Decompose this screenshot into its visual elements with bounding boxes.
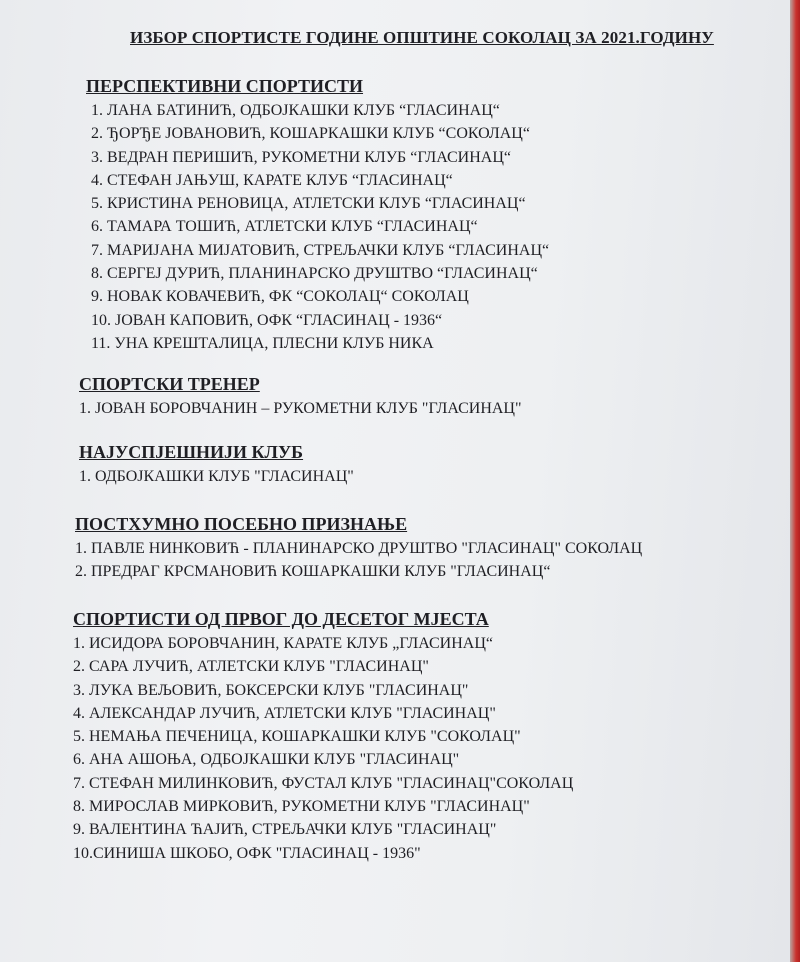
list-item: 2. ПРЕДРАГ КРСМАНОВИЋ КОШАРКАШКИ КЛУБ "ГЛАСИНАЦ“ [75, 563, 551, 581]
document-title: ИЗБОР СПОРТИСТЕ ГОДИНЕ ОПШТИНЕ СОКОЛАЦ ЗА 2021.ГОДИНУ [130, 28, 714, 47]
list-item: 8. МИРОСЛАВ МИРКОВИЋ, РУКОМЕТНИ КЛУБ "ГЛАСИНАЦ" [73, 798, 530, 816]
list-item: 6. ТАМАРА ТОШИЋ, АТЛЕТСКИ КЛУБ “ГЛАСИНАЦ“ [91, 218, 478, 236]
section-perspective-athletes [86, 76, 786, 355]
background-edge [790, 0, 800, 962]
section-heading: ПОСТХУМНО ПОСЕБНО ПРИЗНАЊЕ [75, 514, 408, 534]
section-heading: СПОРТИСТИ ОД ПРВОГ ДО ДЕСЕТОГ МЈЕСТА [73, 609, 489, 629]
list-item: 1. ИСИДОРА БОРОВЧАНИН, КАРАТЕ КЛУБ „ГЛАСИНАЦ“ [73, 635, 493, 652]
athlete-list [91, 99, 786, 355]
list-item: 1. ПАВЛЕ НИНКОВИЋ - ПЛАНИНАРСКО ДРУШТВО "ГЛАСИНАЦ" СОКОЛАЦ [75, 540, 643, 557]
coach-list [79, 397, 779, 420]
section-heading: ПЕРСПЕКТИВНИ СПОРТИСТИ [86, 76, 364, 96]
list-item: 6. АНА АШОЊА, ОДБОЈКАШКИ КЛУБ "ГЛАСИНАЦ" [73, 751, 460, 769]
list-item: 4. АЛЕКСАНДАР ЛУЧИЋ, АТЛЕТСКИ КЛУБ "ГЛАСИНАЦ" [73, 704, 496, 722]
list-item: 10.СИНИША ШКОБО, ОФК "ГЛАСИНАЦ - 1936" [73, 844, 421, 862]
recognition-list [75, 537, 775, 584]
list-item: 5. КРИСТИНА РЕНОВИЦА, АТЛЕТСКИ КЛУБ “ГЛАСИНАЦ“ [91, 195, 526, 213]
list-item: 5. НЕМАЊА ПЕЧЕНИЦА, КОШАРКАШКИ КЛУБ "СОКОЛАЦ" [73, 728, 521, 746]
list-item: 1. ОДБОЈКАШКИ КЛУБ "ГЛАСИНАЦ" [79, 468, 354, 485]
list-item: 1. ЈОВАН БОРОВЧАНИН – РУКОМЕТНИ КЛУБ "ГЛАСИНАЦ" [79, 400, 522, 417]
list-item: 9. НОВАК КОВАЧЕВИЋ, ФК “СОКОЛАЦ“ СОКОЛАЦ [91, 288, 469, 306]
ranking-list [73, 632, 773, 865]
section-top-ten-athletes [73, 609, 773, 865]
list-item: 11. УНА КРЕШТАЛИЦА, ПЛЕСНИ КЛУБ НИКА [91, 334, 434, 352]
list-item: 7. МАРИЈАНА МИЈАТОВИЋ, СТРЕЉАЧКИ КЛУБ “ГЛАСИНАЦ“ [91, 241, 550, 259]
list-item: 2. ЂОРЂЕ ЈОВАНОВИЋ, КОШАРКАШКИ КЛУБ “СОКОЛАЦ“ [91, 125, 530, 143]
section-sports-coach [79, 374, 779, 420]
list-item: 3. ВЕДРАН ПЕРИШИЋ, РУКОМЕТНИ КЛУБ “ГЛАСИНАЦ“ [91, 148, 511, 166]
section-heading: СПОРТСКИ ТРЕНЕР [79, 374, 260, 394]
section-heading: НАЈУСПЈЕШНИЈИ КЛУБ [79, 442, 304, 462]
list-item: 9. ВАЛЕНТИНА ЋАЈИЋ, СТРЕЉАЧКИ КЛУБ "ГЛАСИНАЦ" [73, 821, 497, 839]
list-item: 7. СТЕФАН МИЛИНКОВИЋ, ФУСТАЛ КЛУБ "ГЛАСИНАЦ"СОКОЛАЦ [73, 774, 574, 792]
section-most-successful-club [79, 442, 779, 488]
list-item: 1. ЛАНА БАТИНИЋ, ОДБОЈКАШКИ КЛУБ “ГЛАСИНАЦ“ [91, 102, 500, 119]
section-posthumous-recognition [75, 514, 775, 584]
list-item: 10. ЈОВАН КАПОВИЋ, ОФК “ГЛАСИНАЦ - 1936“ [91, 311, 443, 329]
list-item: 2. САРА ЛУЧИЋ, АТЛЕТСКИ КЛУБ "ГЛАСИНАЦ" [73, 658, 429, 676]
list-item: 8. СЕРГЕЈ ДУРИЋ, ПЛАНИНАРСКО ДРУШТВО “ГЛАСИНАЦ“ [91, 265, 538, 283]
club-list [79, 465, 779, 488]
list-item: 4. СТЕФАН ЈАЊУШ, КАРАТЕ КЛУБ “ГЛАСИНАЦ“ [91, 171, 453, 189]
list-item: 3. ЛУКА ВЕЉОВИЋ, БОКСЕРСКИ КЛУБ "ГЛАСИНАЦ" [73, 681, 469, 699]
